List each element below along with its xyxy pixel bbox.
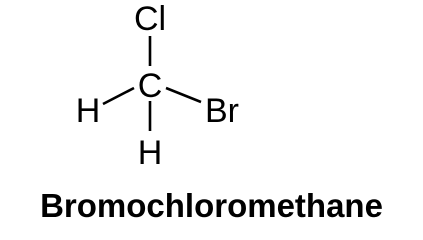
atom-h-left: H [75,92,101,130]
atom-h-bottom: H [137,134,163,172]
atom-cl: Cl [133,0,167,38]
atom-br: Br [205,92,239,130]
atom-c: C [137,67,163,105]
bond-c-br [166,88,201,102]
bond-c-h-left [103,88,134,104]
compound-name: Bromochloromethane [40,187,383,224]
